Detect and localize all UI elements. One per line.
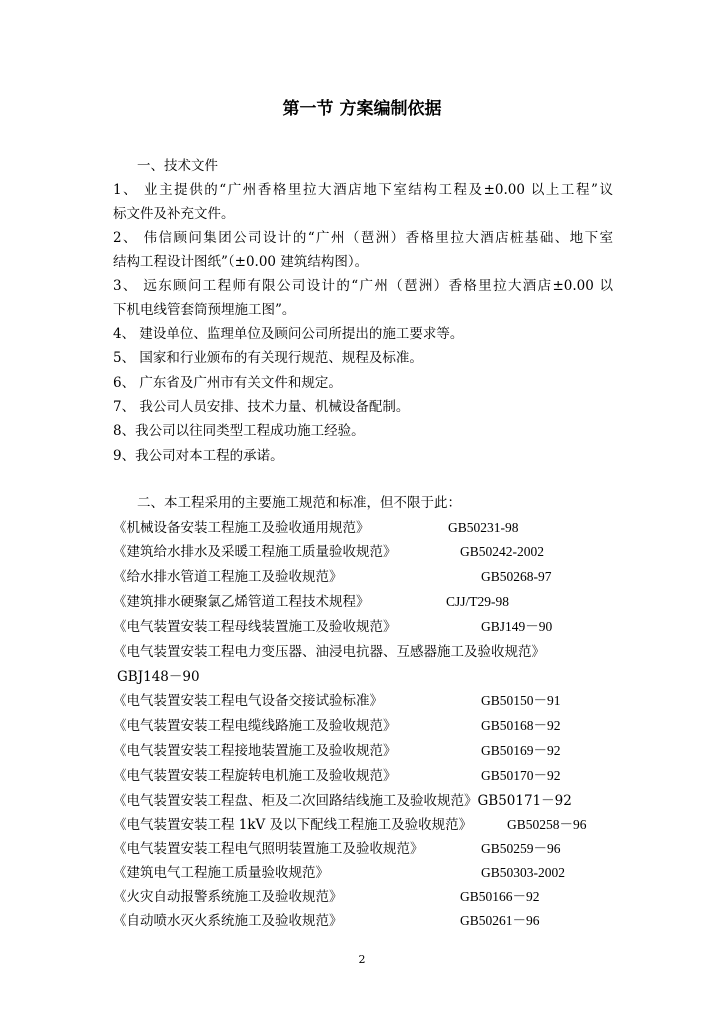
- standard-code: GB50261－96: [460, 913, 540, 928]
- standard-code: GB50169－92: [481, 743, 561, 758]
- tech-doc-line: 结构工程设计图纸”（±0.00 建筑结构图）。: [113, 254, 369, 270]
- tech-doc-line: 8、我公司以往同类型工程成功施工经验。: [113, 423, 365, 439]
- standard-row: [113, 912, 633, 930]
- standard-code: GB50258－96: [507, 817, 587, 832]
- standard-row: [113, 543, 633, 561]
- standard-row: [113, 568, 633, 586]
- standard-row: [113, 717, 633, 735]
- page-title: 第一节 方案编制依据: [282, 99, 442, 119]
- standard-name: 《电气装置安装工程电缆线路施工及验收规范》: [113, 718, 397, 734]
- standard-row: [113, 618, 633, 636]
- standard-name: 《电气装置安装工程电气照明装置施工及验收规范》: [113, 841, 424, 857]
- section2-heading: 二、本工程采用的主要施工规范和标准，但不限于此：: [137, 495, 461, 511]
- tech-doc-line: 7、 我公司人员安排、技术力量、机械设备配制。: [113, 399, 410, 415]
- standard-name: 《给水排水管道工程施工及验收规范》: [113, 569, 343, 585]
- tech-doc-line: 1、 业主提供的“广州香格里拉大酒店地下室结构工程及±0.00 以上工程”议: [113, 182, 613, 198]
- standard-name: 《建筑排水硬聚氯乙烯管道工程技术规程》: [113, 594, 370, 610]
- standard-name: 《自动喷水灭火系统施工及验收规范》: [113, 913, 343, 929]
- standard-row: [113, 888, 633, 906]
- tech-doc-line: 6、 广东省及广州市有关文件和规定。: [113, 375, 342, 391]
- standard-code: GBJ148－90: [117, 669, 200, 685]
- standard-name: 《火灾自动报警系统施工及验收规范》: [113, 889, 343, 905]
- standard-name: 《电气装置安装工程盘、柜及二次回路结线施工及验收规范》GB50171－92: [113, 793, 572, 809]
- standard-row: [113, 792, 633, 810]
- standard-row: [113, 864, 633, 882]
- standard-code: GB50259－96: [481, 841, 561, 856]
- standard-name: 《电气装置安装工程接地装置施工及验收规范》: [113, 743, 397, 759]
- tech-doc-line: 2、 伟信顾问集团公司设计的“广州（琶洲）香格里拉大酒店桩基础、地下室: [113, 230, 613, 246]
- tech-doc-line: 5、 国家和行业颁布的有关现行规范、规程及标准。: [113, 350, 423, 366]
- standard-code: GB50166－92: [460, 889, 540, 904]
- standard-row: [113, 742, 633, 760]
- standard-code: GB50170－92: [481, 768, 561, 783]
- standard-row: [113, 692, 633, 710]
- standard-code: GB50303-2002: [481, 865, 565, 880]
- standard-name: 《电气装置安装工程电力变压器、油浸电抗器、互感器施工及验收规范》: [113, 644, 545, 660]
- standard-name: 《机械设备安装工程施工及验收通用规范》: [113, 520, 370, 536]
- standard-name: 《电气装置安装工程电气设备交接试验标准》: [113, 693, 383, 709]
- standard-row: [113, 816, 633, 834]
- standard-row: [113, 593, 633, 611]
- standard-row: [113, 643, 633, 661]
- standard-name: 《电气装置安装工程 1kV 及以下配线工程施工及验收规范》: [113, 817, 473, 833]
- standard-code: GB50231-98: [448, 520, 519, 535]
- tech-doc-line: 下机电线管套筒预埋施工图”。: [113, 302, 296, 318]
- standard-code: GBJ149－90: [481, 619, 553, 634]
- standard-name: 《建筑电气工程施工质量验收规范》: [113, 865, 329, 881]
- standard-row: [113, 840, 633, 858]
- standard-code: GB50242-2002: [460, 544, 544, 559]
- standard-name: 《建筑给水排水及采暖工程施工质量验收规范》: [113, 544, 397, 560]
- standard-row: [113, 767, 633, 785]
- section1-heading: 一、技术文件: [137, 158, 218, 174]
- standard-row: [117, 668, 637, 686]
- standard-code: GB50268-97: [481, 569, 552, 584]
- tech-doc-line: 9、我公司对本工程的承诺。: [113, 448, 284, 464]
- standard-code: CJJ/T29-98: [446, 594, 510, 609]
- standard-code: GB50168－92: [481, 718, 561, 733]
- standard-row: [113, 519, 633, 537]
- tech-doc-line: 4、 建设单位、监理单位及顾问公司所提出的施工要求等。: [113, 326, 464, 342]
- tech-doc-line: 标文件及补充文件。: [113, 206, 235, 222]
- standard-name: 《电气装置安装工程旋转电机施工及验收规范》: [113, 768, 397, 784]
- tech-doc-line: 3、 远东顾问工程师有限公司设计的“广州（琶洲）香格里拉大酒店±0.00 以: [113, 278, 613, 294]
- standard-name: 《电气装置安装工程母线装置施工及验收规范》: [113, 619, 397, 635]
- standard-code: GB50150－91: [481, 693, 561, 708]
- page-number: 2: [358, 953, 366, 966]
